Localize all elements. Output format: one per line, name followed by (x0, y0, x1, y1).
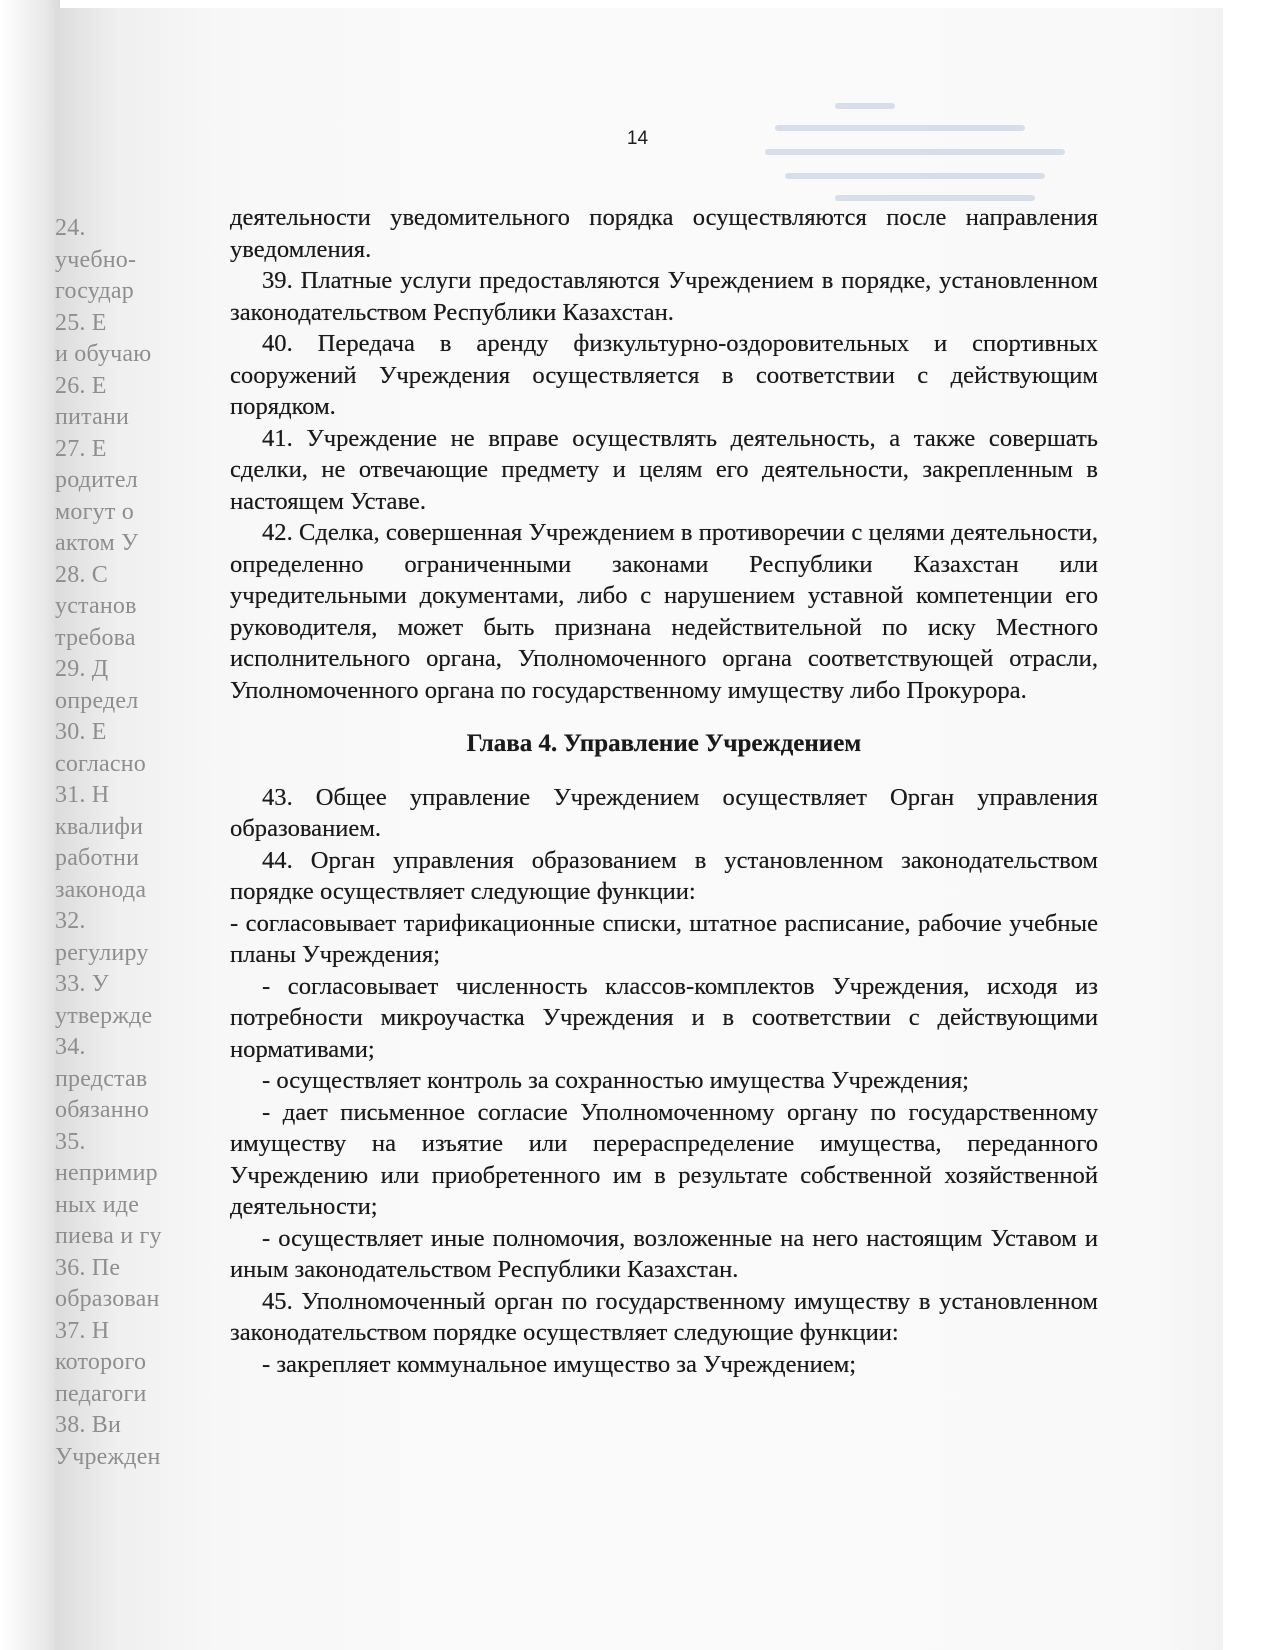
paragraphs-after-heading (230, 782, 1098, 1381)
bleed-through-stamp (745, 103, 1115, 213)
paragraph: деятельности уведомительного порядка осуществляются после направления уведомления. (230, 204, 1098, 263)
bleed-through-line: регулиру (55, 939, 149, 966)
bleed-through-line: непримир (55, 1160, 158, 1186)
bleed-through-line: ных иде (55, 1191, 140, 1218)
paragraph: 42. Сделка, совершенная Учреждением в противоречии с целями деятельности, определенно ограниченными законами Республики Казахстан или учредительными документами, либо с нарушением уставной компетенции его руководителя, может быть признана недействительной по иску Местного исполнительного органа, Уполномоченного органа соответствующей отрасли, Уполномоченного органа по государственному имуществу либо Прокурора. (230, 519, 1098, 704)
bleed-through-line: 34. (55, 1034, 86, 1060)
bleed-through-line: образован (55, 1286, 160, 1312)
page-number: 14 (626, 128, 649, 149)
bleed-through-line: квалифи (55, 813, 144, 840)
bleed-through-line: 35. (55, 1128, 86, 1155)
paragraph: - закрепляет коммунальное имущество за Учреждением; (262, 1350, 857, 1378)
paragraph: 39. Платные услуги предоставляются Учреждением в порядке, установленном законодательством Республики Казахстан. (230, 267, 1098, 326)
bleed-through-line: законода (55, 876, 147, 903)
bleed-through-line: 37. Н (55, 1317, 110, 1344)
bleed-through-line: установ (55, 593, 137, 619)
bleed-through-line: 24. (55, 215, 86, 241)
paragraph: 40. Передача в аренду физкультурно-оздоровительных и спортивных сооружений Учреждения осуществляется в соответствии с действующим порядком. (230, 330, 1098, 420)
bleed-through-line: определ (55, 687, 139, 714)
paragraph: - согласовывает тарификационные списки, штатное расписание, рабочие учебные планы Учреждения; (230, 909, 1098, 968)
paragraph: 41. Учреждение не вправе осуществлять деятельность, а также совершать сделки, не отвечающие предмету и целям его деятельности, закрепленным в настоящем Уставе. (230, 424, 1098, 515)
bleed-through-line: государ (55, 278, 134, 304)
bleed-through-line: 30. Е (55, 719, 107, 745)
paragraph: 44. Орган управления образованием в установленном законодательством порядке осуществляет следующие функции: (230, 846, 1098, 905)
bleed-through-line: требова (55, 624, 136, 651)
bleed-through-line: 26. Е (55, 372, 107, 399)
bleed-through-line: представ (55, 1065, 148, 1092)
scan-edge-shadow (0, 0, 60, 1650)
paragraph: - согласовывает численность классов-комплектов Учреждения, исходя из потребности микроучастка Учреждения и в соответствии с действующими нормативами; (230, 972, 1098, 1063)
paragraph: - осуществляет иные полномочия, возложенные на него настоящим Уставом и иным законодательством Республики Казахстан. (230, 1224, 1098, 1283)
bleed-through-line: могут о (55, 498, 134, 525)
bleed-through-line: обязанно (55, 1097, 150, 1123)
bleed-through-line: пиева и гу (55, 1223, 162, 1249)
bleed-through-line: 28. С (55, 561, 109, 588)
bleed-through-line: и обучаю (55, 341, 152, 367)
bleed-through-line: учебно- (55, 246, 137, 273)
bleed-through-line: 29. Д (55, 656, 109, 682)
bleed-through-line: педагоги (55, 1380, 147, 1407)
bleed-through-line: питани (55, 404, 130, 430)
bleed-through-line: согласно (55, 750, 147, 777)
paragraph: 43. Общее управление Учреждением осуществляет Орган управления образованием. (230, 783, 1098, 842)
bleed-through-line: 25. Е (55, 309, 107, 336)
chapter-heading: Глава 4. Управление Учреждением (466, 730, 862, 757)
bleed-through-line: 33. У (55, 971, 109, 997)
bleed-through-line: работни (55, 845, 140, 871)
bleed-through-line: родител (55, 467, 138, 493)
paragraph: - осуществляет контроль за сохранностью имущества Учреждения; (262, 1067, 969, 1094)
document-body (230, 202, 1098, 1380)
bleed-through-line: которого (55, 1349, 147, 1375)
bleed-through-line: 27. Е (55, 435, 107, 462)
bleed-through-line: Учрежден (55, 1443, 161, 1470)
bleed-through-text (55, 213, 175, 1473)
bleed-through-line: 36. Пе (55, 1254, 121, 1281)
paragraph: 45. Уполномоченный орган по государственному имуществу в установленном законодательством порядке осуществляет следующие функции: (230, 1287, 1098, 1346)
bleed-through-line: утвержде (55, 1002, 153, 1029)
bleed-through-line: 31. Н (55, 782, 110, 808)
bleed-through-line: 32. (55, 908, 86, 934)
bleed-through-line: 38. Ви (55, 1412, 122, 1438)
paragraphs-before-heading (230, 202, 1098, 706)
paragraph: - дает письменное согласие Уполномоченному органу по государственному имуществу на изъятие или перераспределение имущества, переданного Учреждению или приобретенного им в результате собственной хозяйственной деятельности; (230, 1098, 1098, 1220)
bleed-through-line: актом У (55, 530, 139, 556)
